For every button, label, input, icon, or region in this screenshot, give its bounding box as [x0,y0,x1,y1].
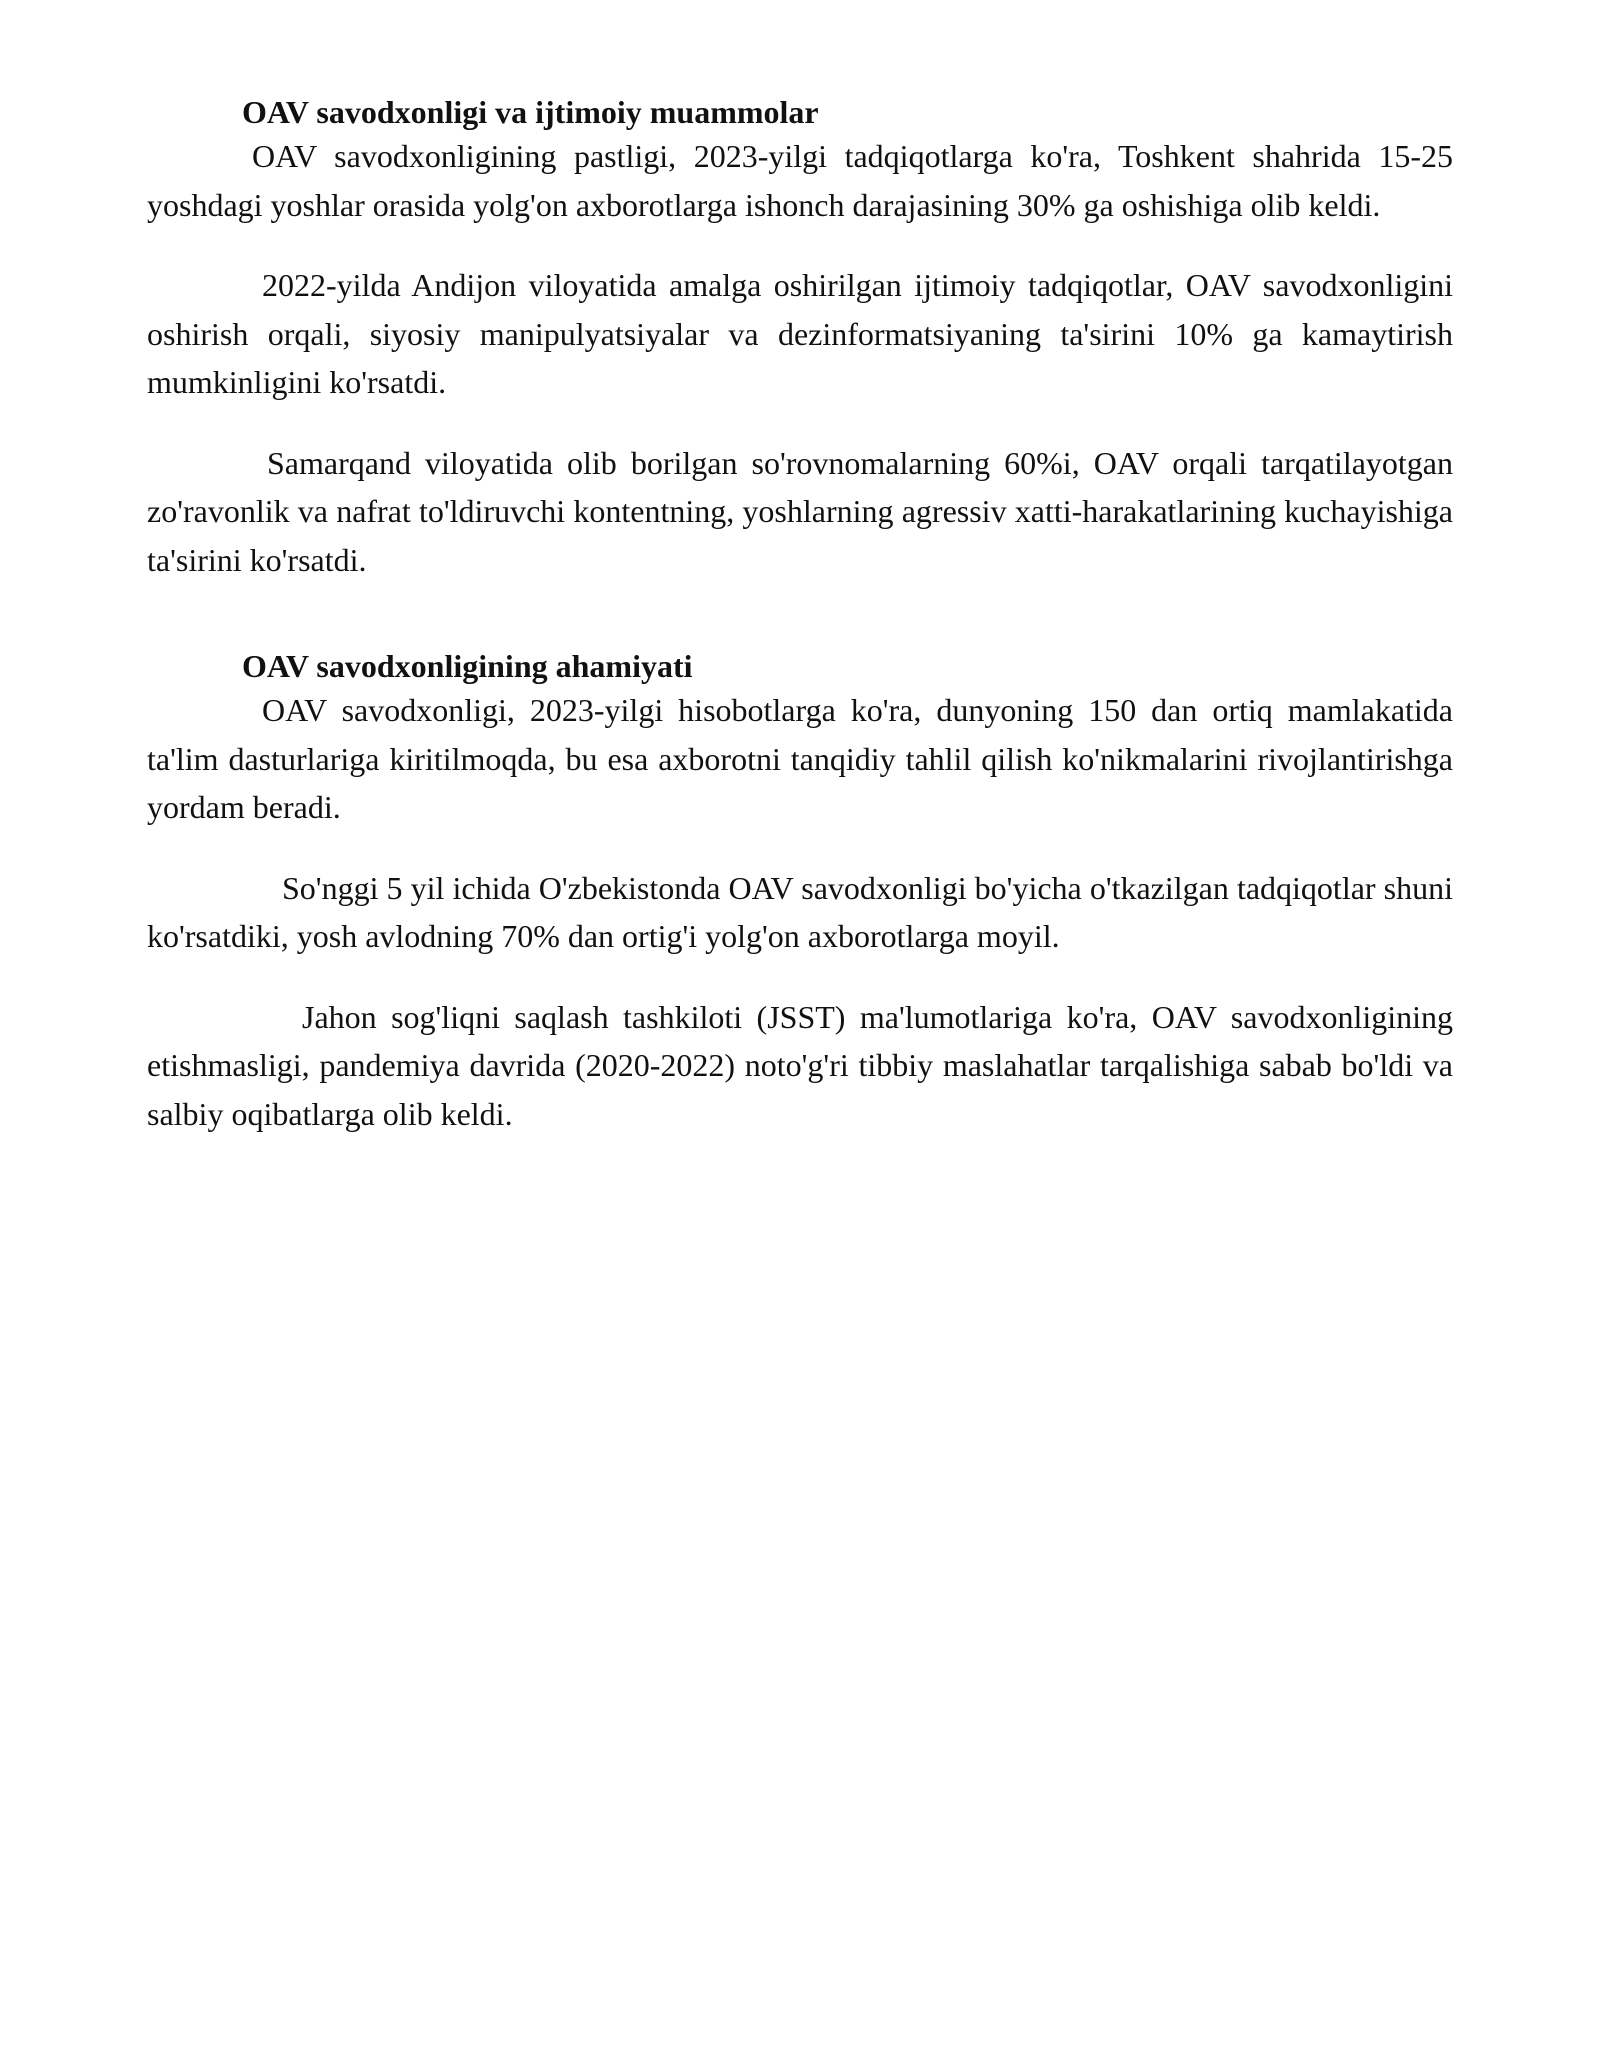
paragraph-spacer [147,407,1453,439]
paragraph-who-data: Jahon sog'liqni saqlash tashkiloti (JSST) ma'lumotlariga ko'ra, OAV savodxonligining etishmasligi, pandemiya davrida (2020-2022) noto'g'ri tibbiy maslahatlar tarqalishiga sabab bo'ldi va salbiy oqibatlarga olib keldi. [147,998,1453,1132]
section-spacer [147,584,1453,646]
paragraph-samarqand-survey: Samarqand viloyatida olib borilgan so'rovnomalarning 60%i, OAV orqali tarqatilayotgan zo'ravonlik va nafrat to'ldiruvchi kontentning, yoshlarning agressiv xatti-harakatlarining kuchayishiga ta'sirini ko'rsatdi. [147,444,1453,578]
paragraph-spacer [147,961,1453,993]
paragraph-spacer [147,229,1453,261]
paragraph-spacer [147,832,1453,864]
document-page [147,92,1453,1138]
section-heading-importance: OAV savodxonligining ahamiyati [242,648,693,684]
paragraph-global-programs: OAV savodxonligi, 2023-yilgi hisobotlarga ko'ra, dunyoning 150 dan ortiq mamlakatida ta'lim dasturlariga kiritilmoqda, bu esa axborotni tanqidiy tahlil qilish ko'nikmalarini rivojlantirishga yordam beradi. [147,692,1453,825]
section-heading-social-problems: OAV savodxonligi va ijtimoiy muammolar [242,94,819,130]
paragraph-andijon-study: 2022-yilda Andijon viloyatida amalga oshirilgan ijtimoiy tadqiqotlar, OAV savodxonligini oshirish orqali, siyosiy manipulyatsiyalar va dezinformatsiyaning ta'sirini 10% ga kamaytirish mumkinligini ko'rsatdi. [147,267,1453,400]
paragraph-uzbekistan-research: So'nggi 5 yil ichida O'zbekistonda OAV savodxonligi bo'yicha o'tkazilgan tadqiqotlar shuni ko'rsatdiki, yosh avlodning 70% dan ortig'i yolg'on axborotlarga moyil. [147,869,1453,954]
paragraph-toshkent-study: OAV savodxonligining pastligi, 2023-yilgi tadqiqotlarga ko'ra, Toshkent shahrida 15-25 yoshdagi yoshlar orasida yolg'on axborotlarga ishonch darajasining 30% ga oshishiga olib keldi. [147,138,1453,223]
